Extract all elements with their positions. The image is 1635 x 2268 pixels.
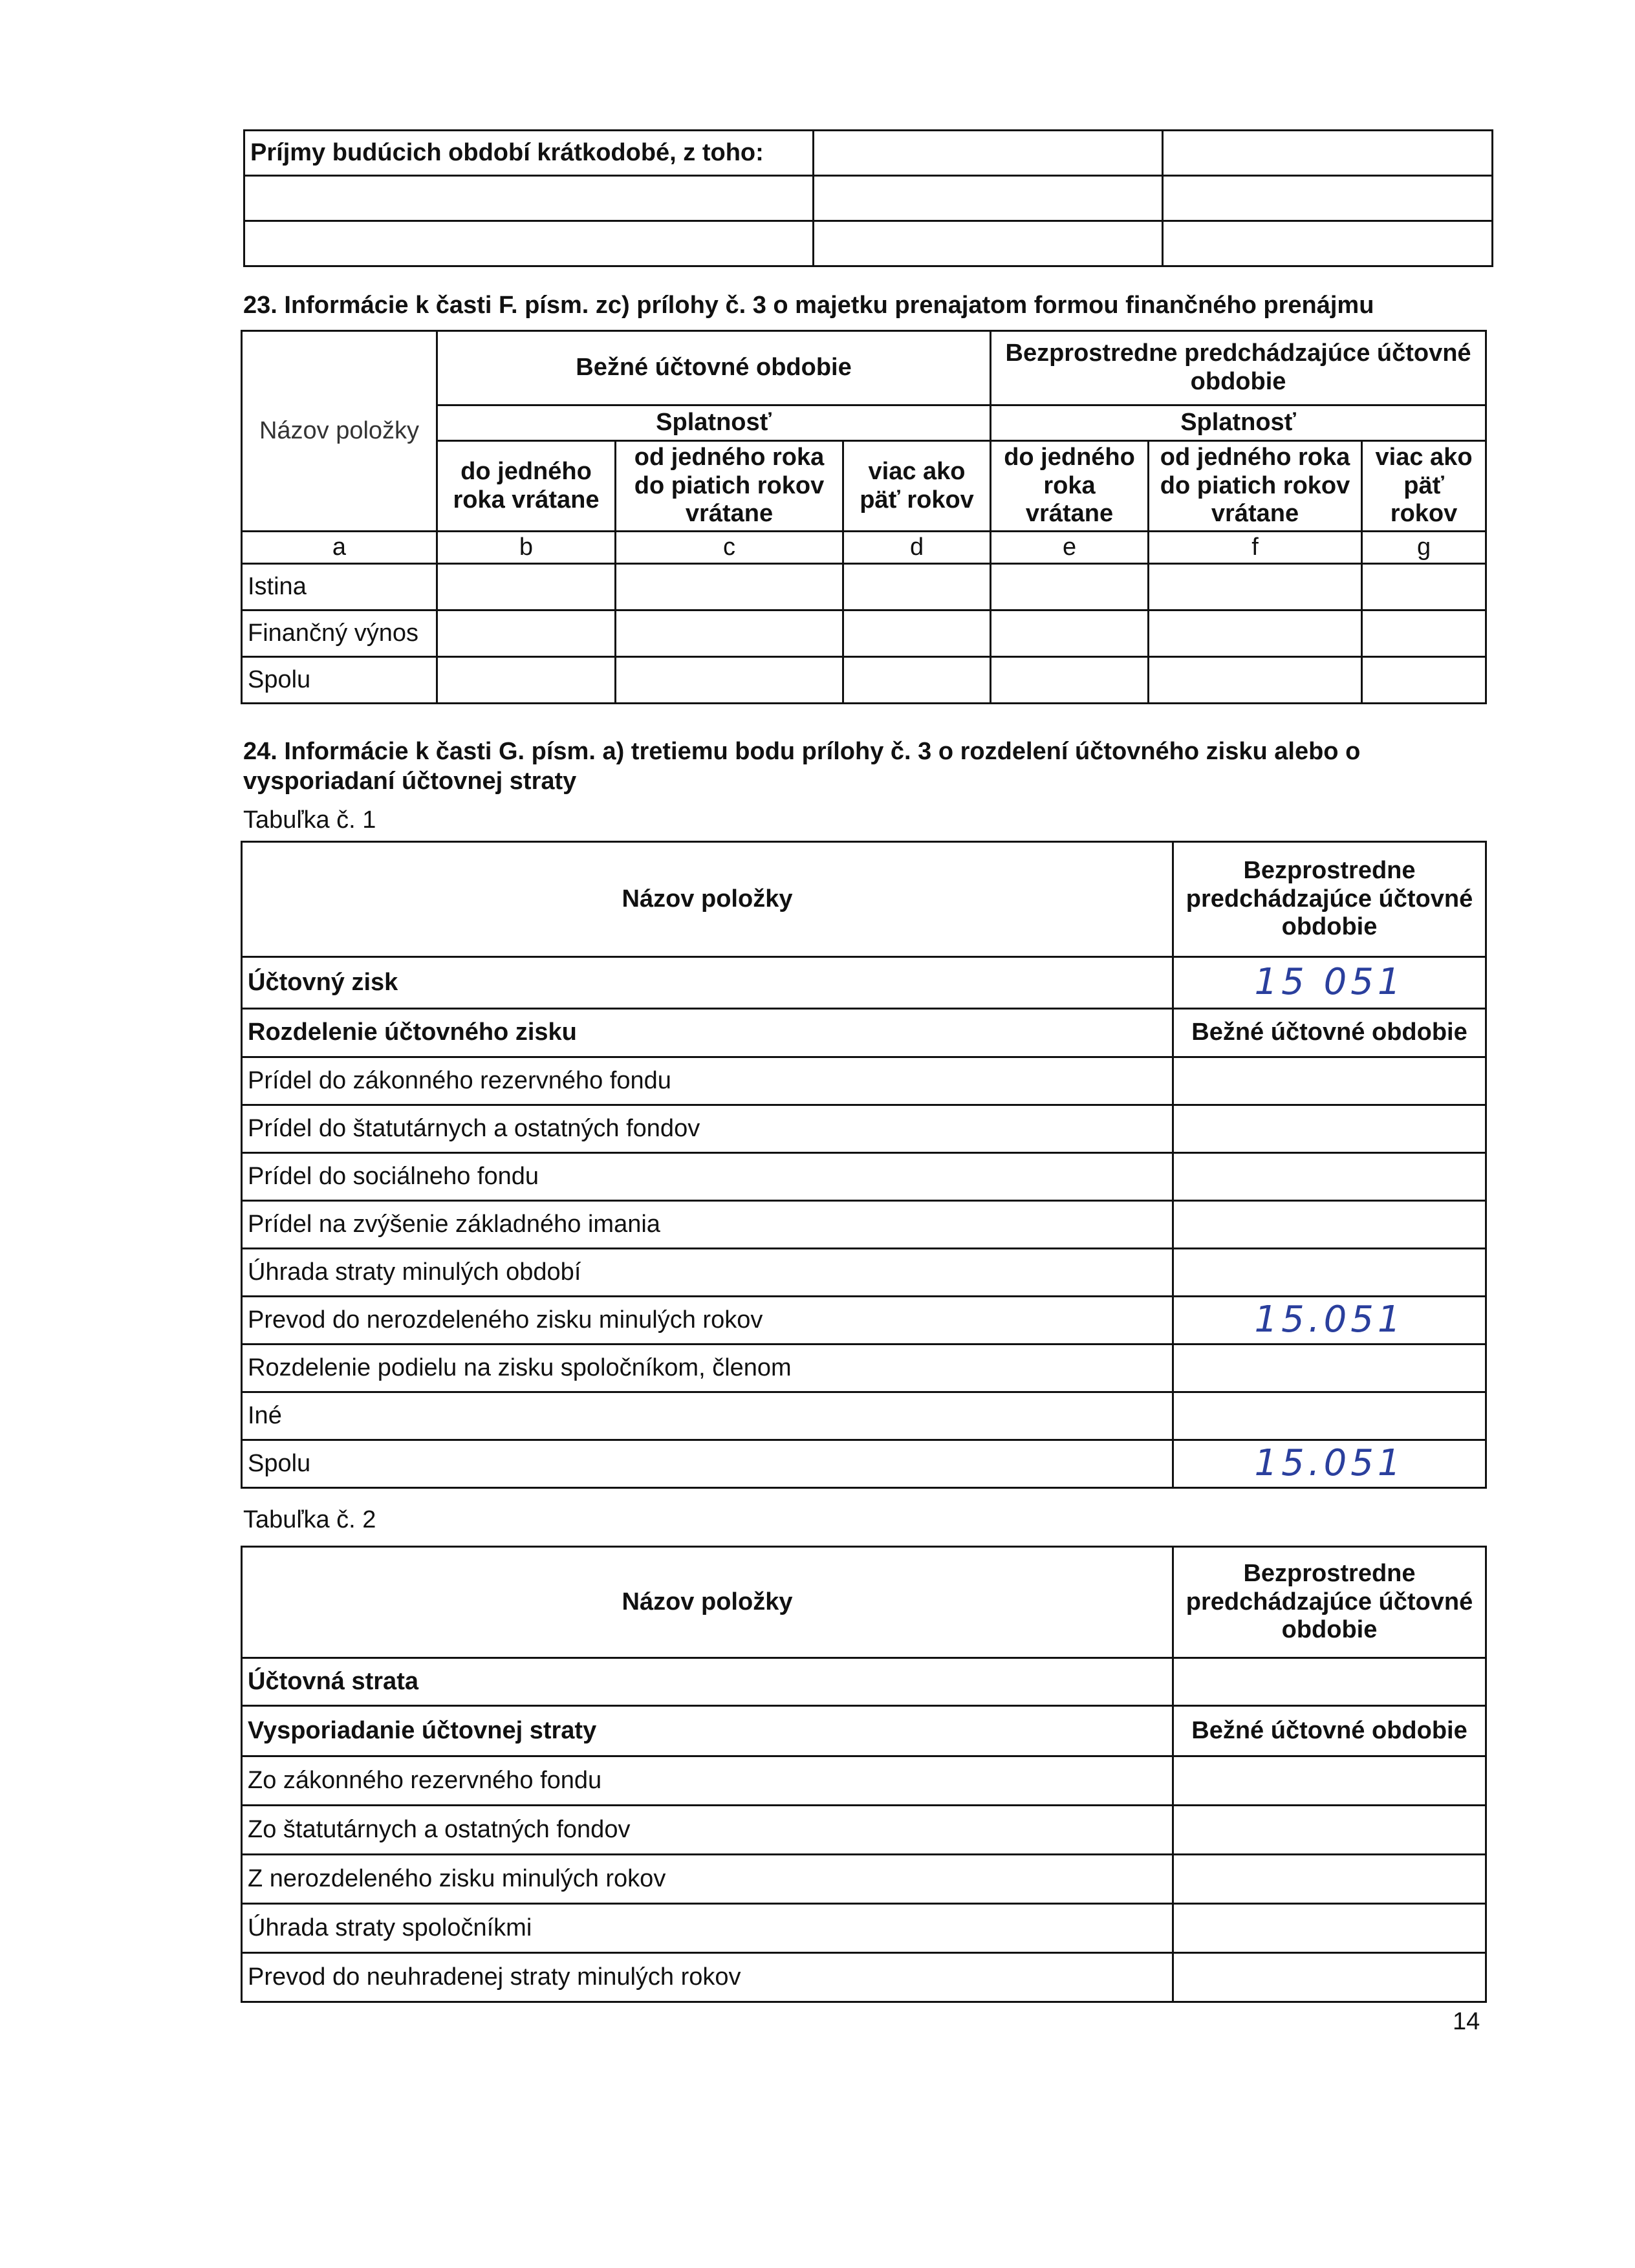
col-item-name: Názov položky <box>242 331 437 532</box>
row-label: Prevod do nerozdeleného zisku minulých rokov <box>242 1297 1173 1345</box>
row-label: Istina <box>242 564 437 610</box>
future-income-table <box>243 129 1493 267</box>
table-row <box>242 1904 1486 1953</box>
maturity-col: od jedného roka do piatich rokov vrátane <box>616 441 843 532</box>
row-label: Účtovný zisk <box>242 957 1173 1009</box>
loss-table-container <box>241 1546 1487 2003</box>
table-row <box>242 1297 1486 1345</box>
maturity-col: do jedného roka vrátane <box>437 441 616 532</box>
table-row <box>242 1345 1486 1392</box>
table-row <box>242 957 1486 1009</box>
section23-heading: 23. Informácie k časti F. písm. zc) prílohy č. 3 o majetku prenajatom formou finančného prenájmu <box>243 292 1374 319</box>
maturity-col: viac ako päť rokov <box>843 441 991 532</box>
row-label: Účtovná strata <box>242 1658 1173 1706</box>
handwritten-value: 15.051 <box>1173 1297 1486 1345</box>
table-row <box>242 610 1486 657</box>
table-row <box>242 1392 1486 1440</box>
table-row <box>242 1201 1486 1249</box>
table-row <box>242 1249 1486 1297</box>
maturity-col: do jedného roka vrátane <box>991 441 1149 532</box>
column-letter: g <box>1362 532 1486 564</box>
row-label: Úhrada straty spoločníkmi <box>242 1904 1173 1953</box>
table-row <box>242 1658 1486 1706</box>
table-row <box>242 564 1486 610</box>
letters-row <box>242 532 1486 564</box>
row-label: Rozdelenie podielu na zisku spoločníkom, členom <box>242 1345 1173 1392</box>
column-letter: d <box>843 532 991 564</box>
row-label: Prídel do sociálneho fondu <box>242 1153 1173 1201</box>
col-previous-period: Bezprostredne predchádzajúce účtovné obdobie <box>1173 842 1486 957</box>
current-period-label: Bežné účtovné obdobie <box>1173 1009 1486 1057</box>
table-row <box>244 176 1493 221</box>
column-letter: a <box>242 532 437 564</box>
row-label: Zo štatutárnych a ostatných fondov <box>242 1806 1173 1855</box>
column-letter: b <box>437 532 616 564</box>
current-period-label: Bežné účtovné obdobie <box>1173 1706 1486 1756</box>
profit-table-container <box>241 841 1487 1489</box>
page-number: 14 <box>1453 2008 1480 2035</box>
row-label: Prídel na zvýšenie základného imania <box>242 1201 1173 1249</box>
table-row <box>242 1706 1486 1756</box>
table-row <box>242 657 1486 704</box>
row-label: Iné <box>242 1392 1173 1440</box>
table-row <box>242 1105 1486 1153</box>
column-letter: f <box>1149 532 1362 564</box>
top-table-container <box>243 129 1493 267</box>
col-item-name: Názov položky <box>242 842 1173 957</box>
section24-heading: 24. Informácie k časti G. písm. a) tretiemu bodu prílohy č. 3 o rozdelení účtovného zisku alebo o vysporiadaní účtovnej straty <box>243 738 1361 795</box>
column-letter: e <box>991 532 1149 564</box>
maturity-col: viac ako päť rokov <box>1362 441 1486 532</box>
row-label: Rozdelenie účtovného zisku <box>242 1009 1173 1057</box>
col-item-name: Názov položky <box>242 1547 1173 1658</box>
table2-caption: Tabuľka č. 2 <box>243 1506 376 1533</box>
table-row <box>242 1009 1486 1057</box>
maturity-header-current: Splatnosť <box>437 405 991 441</box>
column-letter: c <box>616 532 843 564</box>
table-row <box>242 1057 1486 1105</box>
table1-caption: Tabuľka č. 1 <box>243 806 376 834</box>
row-label: Vysporiadanie účtovnej straty <box>242 1706 1173 1756</box>
row-label: Zo zákonného rezervného fondu <box>242 1756 1173 1806</box>
loss-settlement-table <box>241 1546 1487 2003</box>
table-row <box>244 131 1493 176</box>
period-previous-header: Bezprostredne predchádzajúce účtovné obdobie <box>991 331 1486 405</box>
finance-lease-table <box>241 330 1487 704</box>
future-income-label: Príjmy budúcich období krátkodobé, z toho: <box>244 131 814 176</box>
row-label: Z nerozdeleného zisku minulých rokov <box>242 1855 1173 1904</box>
period-current-header: Bežné účtovné obdobie <box>437 331 991 405</box>
maturity-header-previous: Splatnosť <box>991 405 1486 441</box>
table-row <box>242 1440 1486 1488</box>
table-row <box>242 1756 1486 1806</box>
row-label: Úhrada straty minulých období <box>242 1249 1173 1297</box>
maturity-col: od jedného roka do piatich rokov vrátane <box>1149 441 1362 532</box>
row-label: Prídel do štatutárnych a ostatných fondov <box>242 1105 1173 1153</box>
handwritten-value: 15.051 <box>1173 1440 1486 1488</box>
table-row <box>244 221 1493 266</box>
row-label: Spolu <box>242 657 437 704</box>
row-label: Prevod do neuhradenej straty minulých rokov <box>242 1953 1173 2002</box>
table-row <box>242 1855 1486 1904</box>
table-row <box>242 1953 1486 2002</box>
col-previous-period: Bezprostredne predchádzajúce účtovné obdobie <box>1173 1547 1486 1658</box>
profit-distribution-table <box>241 841 1487 1489</box>
lease-table-container <box>241 330 1487 704</box>
handwritten-value: 15 051 <box>1173 957 1486 1009</box>
row-label: Finančný výnos <box>242 610 437 657</box>
table-row <box>242 1806 1486 1855</box>
row-label: Prídel do zákonného rezervného fondu <box>242 1057 1173 1105</box>
table-row <box>242 1153 1486 1201</box>
row-label: Spolu <box>242 1440 1173 1488</box>
